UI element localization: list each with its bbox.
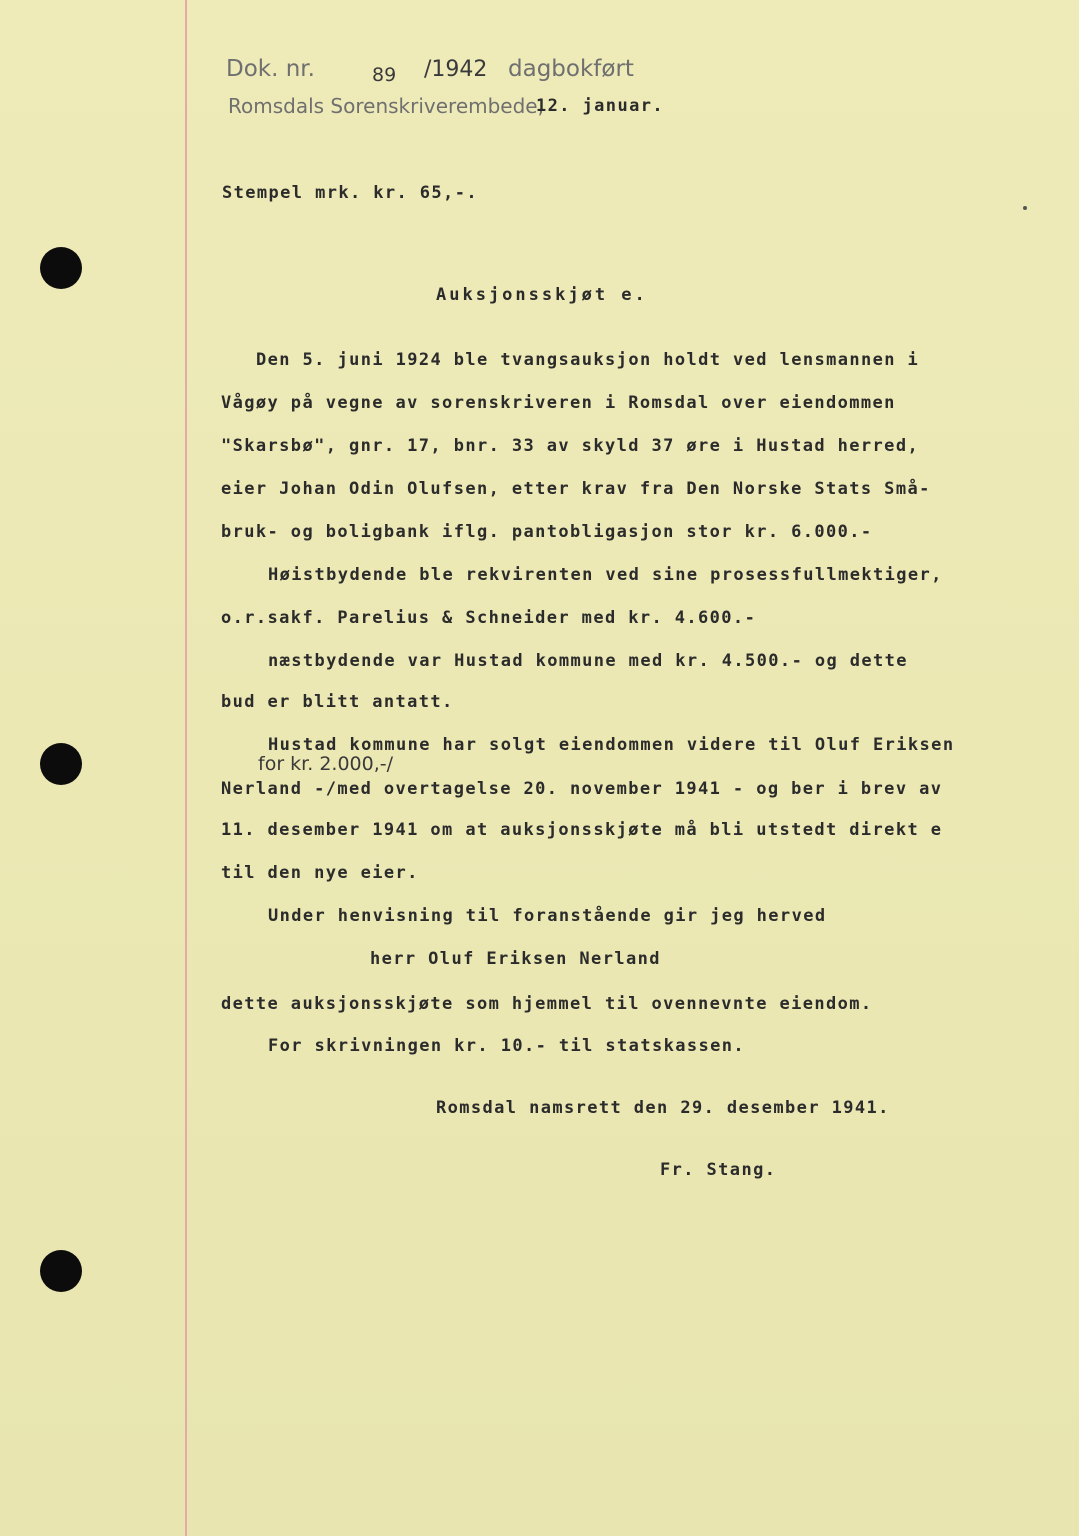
place-date-line: Romsdal namsrett den 29. desember 1941. <box>436 1098 890 1118</box>
stamp-date: 12. januar. <box>536 96 664 116</box>
text-line-6: Høistbydende ble rekvirenten ved sine prosessfullmektiger, <box>268 565 943 585</box>
text-line-2: Vågøy på vegne av sorenskriveren i Romsdal over eiendommen <box>221 393 896 413</box>
margin-line <box>185 0 187 1536</box>
stamp-year: /1942 <box>424 57 488 82</box>
text-line-13: til den nye eier. <box>221 863 419 883</box>
stamp-dagbokfort: dagbokført <box>508 56 634 82</box>
text-line-16: dette auksjonsskjøte som hjemmel til ovennevnte eiendom. <box>221 994 873 1014</box>
grantee-name: herr Oluf Eriksen Nerland <box>370 949 661 969</box>
text-line-3: "Skarsbø", gnr. 17, bnr. 33 av skyld 37 øre i Hustad herred, <box>221 436 920 456</box>
punch-hole-top <box>40 247 82 289</box>
handwritten-insert: for kr. 2.000,-/ <box>258 753 394 775</box>
document-heading: Auksjonsskjøt e. <box>436 285 648 305</box>
stamp-office: Romsdals Sorenskriverembede, <box>228 94 544 118</box>
text-line-11: Nerland -/med overtagelse 20. november 1941 - og ber i brev av <box>221 779 943 799</box>
text-line-10: Hustad kommune har solgt eiendommen videre til Oluf Eriksen <box>268 735 955 755</box>
stempel-line: Stempel mrk. kr. 65,-. <box>222 183 478 203</box>
stamp-dok-number: 89 <box>372 64 397 86</box>
text-line-8: næstbydende var Hustad kommune med kr. 4.500.- og dette <box>268 651 908 671</box>
text-line-5: bruk- og boligbank iflg. pantobligasjon stor kr. 6.000.- <box>221 522 873 542</box>
paper-speck <box>1023 206 1027 210</box>
text-line-4: eier Johan Odin Olufsen, etter krav fra Den Norske Stats Små- <box>221 479 931 499</box>
punch-hole-bottom <box>40 1250 82 1292</box>
stamp-dok-label: Dok. nr. <box>226 56 315 82</box>
text-line-12: 11. desember 1941 om at auksjonsskjøte må bli utstedt direkt e <box>221 820 943 840</box>
text-line-14: Under henvisning til foranstående gir jeg herved <box>268 906 827 926</box>
signature: Fr. Stang. <box>660 1160 777 1180</box>
punch-hole-middle <box>40 743 82 785</box>
text-line-1: Den 5. juni 1924 ble tvangsauksjon holdt ved lensmannen i <box>256 350 920 370</box>
text-line-7: o.r.sakf. Parelius & Schneider med kr. 4.600.- <box>221 608 757 628</box>
text-line-17: For skrivningen kr. 10.- til statskassen. <box>268 1036 746 1056</box>
text-line-9: bud er blitt antatt. <box>221 692 454 712</box>
